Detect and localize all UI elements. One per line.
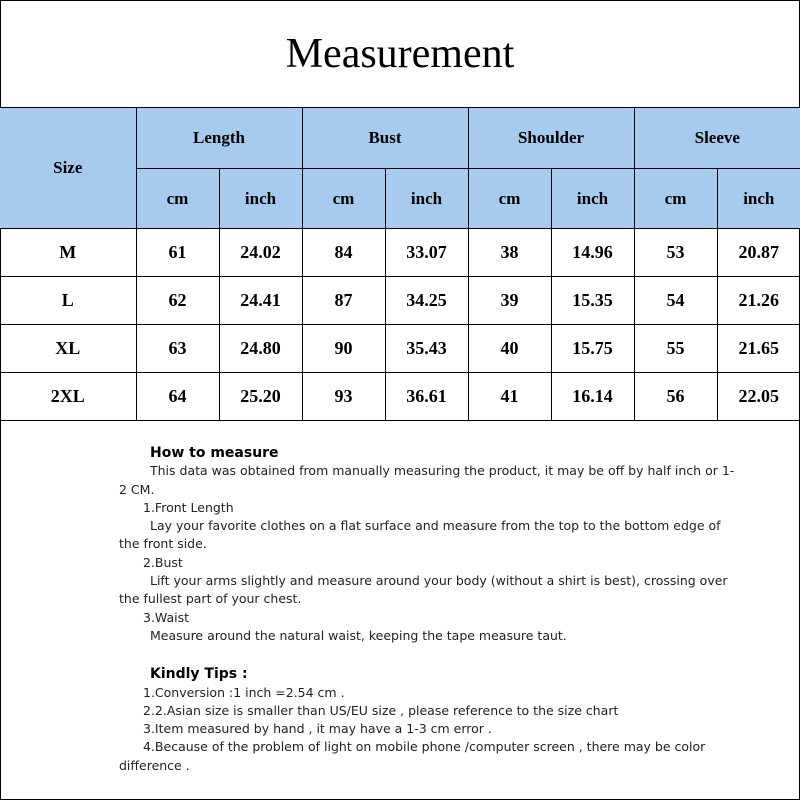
size-column-header: Size (0, 108, 136, 229)
size-cell: L (0, 277, 136, 325)
table-cell: 21.65 (717, 325, 800, 373)
sleeve-group-header: Sleeve (634, 108, 800, 169)
how-to-measure-heading: How to measure (150, 445, 279, 461)
table-cell: 24.41 (219, 277, 302, 325)
table-cell: 35.43 (385, 325, 468, 373)
table-cell: 63 (136, 325, 219, 373)
table-cell: 84 (302, 229, 385, 277)
spacer (119, 645, 739, 663)
kindly-tips-heading: Kindly Tips : (150, 666, 248, 683)
unit-header: cm (468, 169, 551, 229)
table-cell: 56 (634, 373, 717, 421)
tip-item: 3.Item measured by hand , it may have a 1-3 cm error . (143, 721, 492, 737)
table-cell: 14.96 (551, 229, 634, 277)
measure-item-label: 2.Bust (143, 554, 183, 570)
unit-header: inch (551, 169, 634, 229)
unit-header: inch (717, 169, 800, 229)
table-cell: 64 (136, 373, 219, 421)
table-cell: 93 (302, 373, 385, 421)
unit-header: cm (634, 169, 717, 229)
size-cell: M (0, 229, 136, 277)
measurement-notes (119, 444, 739, 775)
unit-header: cm (302, 169, 385, 229)
table-cell: 61 (136, 229, 219, 277)
shoulder-group-header: Shoulder (468, 108, 634, 169)
table-row (0, 229, 800, 277)
measure-item-text: Measure around the natural waist, keeping the tape measure taut. (150, 627, 567, 643)
measure-item-label: 3.Waist (143, 609, 190, 625)
unit-header: cm (136, 169, 219, 229)
table-cell: 15.75 (551, 325, 634, 373)
table-cell: 38 (468, 229, 551, 277)
table-row (0, 277, 800, 325)
measure-item-text: Lay your favorite clothes on a flat surface and measure from the top to the bottom edge of the front side. (119, 518, 721, 552)
table-row (0, 373, 800, 421)
measure-item-text: Lift your arms slightly and measure around your body (without a shirt is best), crossing over the fullest part of your chest. (119, 573, 728, 607)
table-cell: 16.14 (551, 373, 634, 421)
unit-header: inch (219, 169, 302, 229)
tip-item: 4.Because of the problem of light on mobile phone /computer screen , there may be color difference . (119, 739, 706, 773)
table-cell: 40 (468, 325, 551, 373)
table-cell: 34.25 (385, 277, 468, 325)
size-chart-table (0, 107, 800, 421)
table-row (0, 325, 800, 373)
unit-header: inch (385, 169, 468, 229)
table-cell: 53 (634, 229, 717, 277)
table-header-row (0, 108, 800, 169)
table-cell: 25.20 (219, 373, 302, 421)
table-cell: 39 (468, 277, 551, 325)
table-cell: 54 (634, 277, 717, 325)
length-group-header: Length (136, 108, 302, 169)
table-cell: 90 (302, 325, 385, 373)
table-cell: 41 (468, 373, 551, 421)
table-cell: 20.87 (717, 229, 800, 277)
table-cell: 22.05 (717, 373, 800, 421)
table-cell: 21.26 (717, 277, 800, 325)
how-to-measure-intro: This data was obtained from manually measuring the product, it may be off by half inch or 1-2 CM. (119, 463, 735, 497)
tip-item: 1.Conversion :1 inch =2.54 cm . (143, 684, 345, 700)
table-cell: 24.02 (219, 229, 302, 277)
table-cell: 62 (136, 277, 219, 325)
table-cell: 55 (634, 325, 717, 373)
size-cell: XL (0, 325, 136, 373)
table-cell: 33.07 (385, 229, 468, 277)
table-cell: 15.35 (551, 277, 634, 325)
table-cell: 87 (302, 277, 385, 325)
size-cell: 2XL (0, 373, 136, 421)
table-cell: 36.61 (385, 373, 468, 421)
page-title: Measurement (285, 31, 515, 77)
tip-item: 2.2.Asian size is smaller than US/EU size , please reference to the size chart (143, 702, 619, 718)
measure-item-label: 1.Front Length (143, 499, 234, 515)
bust-group-header: Bust (302, 108, 468, 169)
table-cell: 24.80 (219, 325, 302, 373)
